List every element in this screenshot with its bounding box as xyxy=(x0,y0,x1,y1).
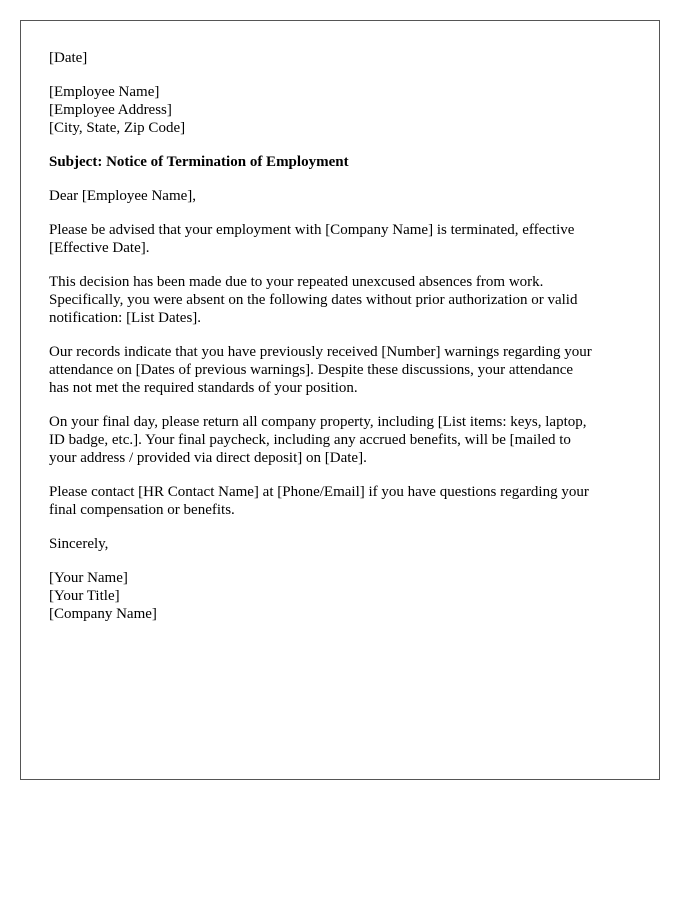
letter-date: [Date] xyxy=(49,50,88,66)
paragraph-final-day xyxy=(49,413,639,467)
paragraph-line: Our records indicate that you have previously received [Number] warnings regarding your xyxy=(49,344,592,360)
paragraph-line: your address / provided via direct deposit] on [Date]. xyxy=(49,450,367,466)
paragraph-line: Please be advised that your employment with [Company Name] is terminated, effective xyxy=(49,222,575,238)
letter-page xyxy=(20,20,660,780)
paragraph-line: has not met the required standards of your position. xyxy=(49,380,358,396)
signature-name: [Your Name] xyxy=(49,570,128,586)
paragraph-line: Specifically, you were absent on the following dates without prior authorization or valid xyxy=(49,292,578,308)
subject-line: Subject: Notice of Termination of Employment xyxy=(49,154,349,170)
paragraph-line: final compensation or benefits. xyxy=(49,502,235,518)
paragraph-line: This decision has been made due to your repeated unexcused absences from work. xyxy=(49,274,544,290)
closing-block xyxy=(49,535,639,553)
paragraph-line: attendance on [Dates of previous warnings]. Despite these discussions, your attendance xyxy=(49,362,574,378)
paragraph-line: [Effective Date]. xyxy=(49,240,150,256)
paragraph-contact xyxy=(49,483,639,519)
paragraph-warnings xyxy=(49,343,639,397)
paragraph-line: On your final day, please return all company property, including [List items: keys, laptop, xyxy=(49,414,587,430)
recipient-address: [Employee Address] xyxy=(49,102,172,118)
paragraph-line: ID badge, etc.]. Your final paycheck, including any accrued benefits, will be [mailed to xyxy=(49,432,571,448)
letter-body xyxy=(49,49,639,639)
subject-block xyxy=(49,153,639,171)
paragraph-reason xyxy=(49,273,639,327)
salutation-block xyxy=(49,187,639,205)
paragraph-line: Please contact [HR Contact Name] at [Phone/Email] if you have questions regarding your xyxy=(49,484,589,500)
signature-title: [Your Title] xyxy=(49,588,120,604)
signature-company: [Company Name] xyxy=(49,606,157,622)
recipient-city-state-zip: [City, State, Zip Code] xyxy=(49,120,186,136)
paragraph-effective-date xyxy=(49,221,639,257)
closing: Sincerely, xyxy=(49,536,109,552)
recipient-name: [Employee Name] xyxy=(49,84,160,100)
paragraph-line: notification: [List Dates]. xyxy=(49,310,202,326)
signature-block xyxy=(49,569,639,623)
letter-date-block xyxy=(49,49,639,67)
salutation: Dear [Employee Name], xyxy=(49,188,197,204)
recipient-address-block xyxy=(49,83,639,137)
